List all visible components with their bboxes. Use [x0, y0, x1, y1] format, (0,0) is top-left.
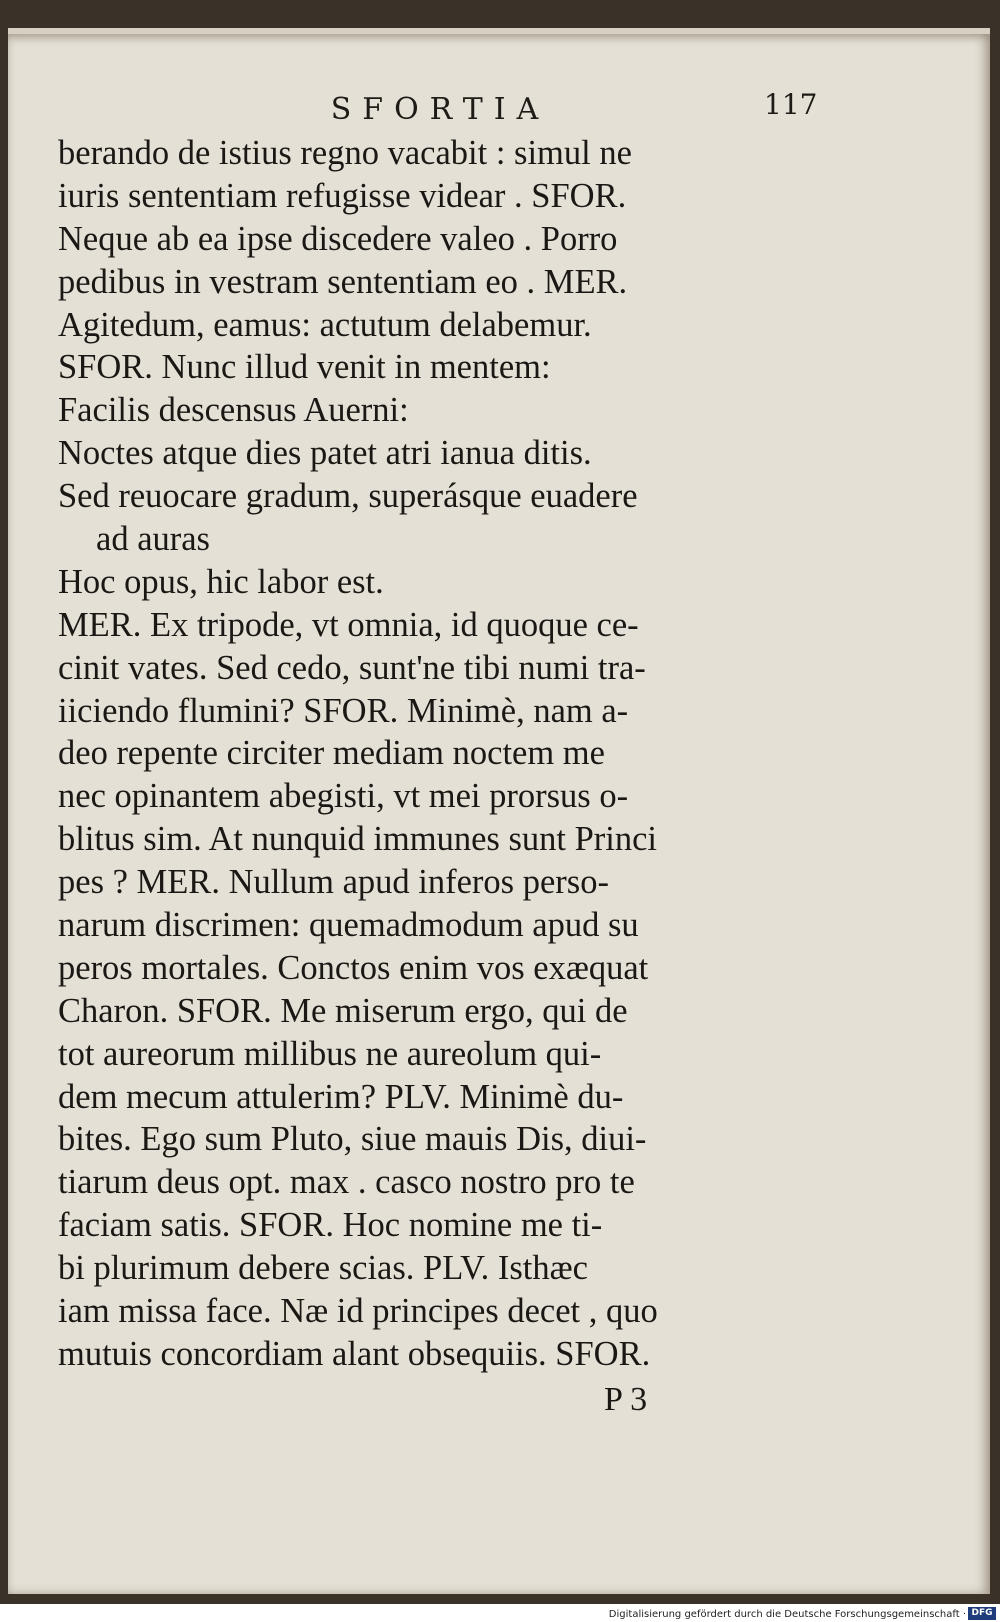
text-line: Sed reuocare gradum, superásque euadere — [58, 477, 638, 516]
text-line: MER. Ex tripode, vt omnia, id quoque ce- — [58, 605, 639, 644]
text-line: mutuis concordiam alant obsequiis. SFOR. — [58, 1334, 651, 1373]
signature-mark: P 3 — [604, 1381, 648, 1418]
dfg-logo: DFG — [968, 1607, 996, 1620]
text-line: iiciendo flumini? SFOR. Minimè, nam a- — [58, 691, 629, 730]
page-number: 117 — [764, 88, 818, 121]
text-line: iam missa face. Næ id principes decet , quo — [58, 1292, 658, 1331]
text-line: ad auras — [96, 520, 210, 559]
text-line: SFOR. Nunc illud venit in mentem: — [58, 348, 551, 387]
text-line: peros mortales. Conctos enim vos exæquat — [58, 948, 649, 987]
footer-credit: Digitalisierung gefördert durch die Deutsche Forschungsgemeinschaft · — [608, 1609, 966, 1620]
text-line: bi plurimum debere scias. PLV. Isthæc — [58, 1249, 588, 1288]
text-line: Agitedum, eamus: actutum delabemur. — [58, 305, 592, 344]
text-line: faciam satis. SFOR. Hoc nomine me ti- — [58, 1206, 603, 1245]
text-line: blitus sim. At nunquid immunes sunt Princi — [58, 820, 657, 859]
text-line: Noctes atque dies patet atri ianua ditis. — [58, 434, 592, 473]
text-line: tot aureorum millibus ne aureolum qui- — [58, 1034, 602, 1073]
body-text — [58, 132, 798, 1376]
text-line: narum discrimen: quemadmodum apud su — [58, 906, 639, 945]
text-line: deo repente circiter mediam noctem me — [58, 734, 605, 773]
text-line: iuris sententiam refugisse videar . SFOR. — [58, 176, 627, 215]
text-line: Hoc opus, hic labor est. — [58, 562, 384, 601]
text-line: tiarum deus opt. max . casco nostro pro te — [58, 1163, 635, 1202]
text-line: Facilis descensus Auerni: — [58, 391, 409, 430]
text-line: cinit vates. Sed cedo, sunt'ne tibi numi tra- — [58, 648, 646, 687]
text-line: bites. Ego sum Pluto, siue mauis Dis, diui- — [58, 1120, 647, 1159]
text-line: Charon. SFOR. Me miserum ergo, qui de — [58, 991, 628, 1030]
text-line: pedibus in vestram sententiam eo . MER. — [58, 262, 628, 301]
text-line: dem mecum attulerim? PLV. Minimè du- — [58, 1077, 624, 1116]
running-head: SFORTIA — [330, 92, 550, 127]
text-line: pes ? MER. Nullum apud inferos perso- — [58, 863, 609, 902]
text-line: Neque ab ea ipse discedere valeo . Porro — [58, 219, 618, 258]
text-line: berando de istius regno vacabit : simul ne — [58, 134, 632, 172]
text-line: nec opinantem abegisti, vt mei prorsus o- — [58, 777, 629, 816]
digitization-footer — [0, 1604, 1000, 1622]
